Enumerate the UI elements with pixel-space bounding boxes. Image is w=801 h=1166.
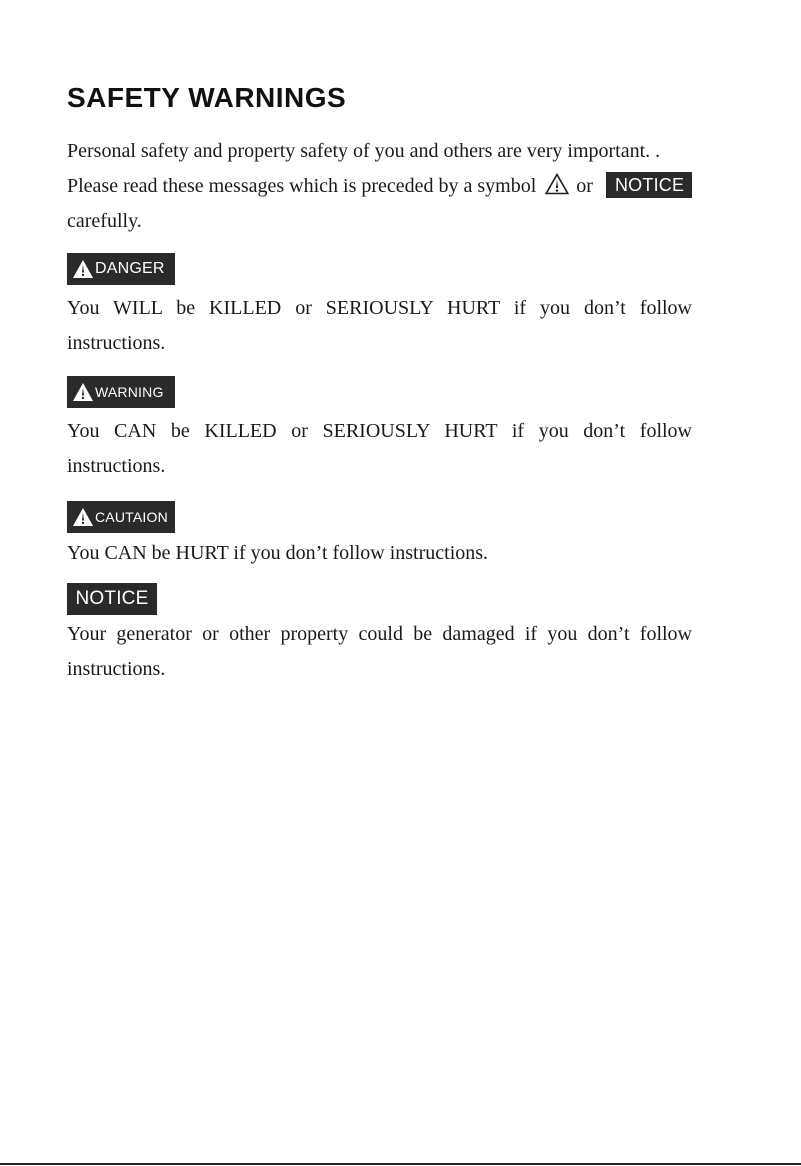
danger-text: You WILL be KILLED or SERIOUSLY HURT if you don’t follow instructions.: [67, 297, 692, 354]
warning-text: You CAN be KILLED or SERIOUSLY HURT if you don’t follow instructions.: [67, 420, 692, 477]
caution-badge: [67, 501, 175, 533]
intro-or-text: or: [576, 175, 593, 197]
notice-text: Your generator or other property could be damaged if you don’t follow instructions.: [67, 623, 692, 680]
notice-label: NOTICE: [75, 588, 149, 609]
intro-line-2-text: Please read these messages which is preceded by a symbol: [67, 175, 537, 197]
warning-triangle-icon: [72, 507, 94, 527]
warning-label: WARNING: [95, 384, 164, 400]
warning-triangle-icon: [545, 173, 569, 195]
warning-badge: [67, 376, 175, 408]
warning-triangle-icon: [72, 259, 94, 279]
caution-text: You CAN be HURT if you don’t follow instructions.: [67, 542, 489, 564]
intro-line-2: [67, 169, 692, 204]
intro-paragraph: [67, 134, 692, 239]
notice-badge: [67, 583, 157, 615]
notice-badge-inline: NOTICE: [606, 172, 692, 198]
intro-line-3: carefully.: [67, 210, 142, 232]
warning-triangle-icon: [72, 382, 94, 402]
danger-label: DANGER: [95, 260, 165, 277]
caution-label: CAUTAION: [95, 509, 168, 525]
page-bottom-rule: [0, 1163, 801, 1165]
danger-badge: [67, 253, 175, 285]
intro-line-1: Personal safety and property safety of you and others are very important. .: [67, 140, 661, 162]
page-title: SAFETY WARNINGS: [67, 82, 347, 113]
